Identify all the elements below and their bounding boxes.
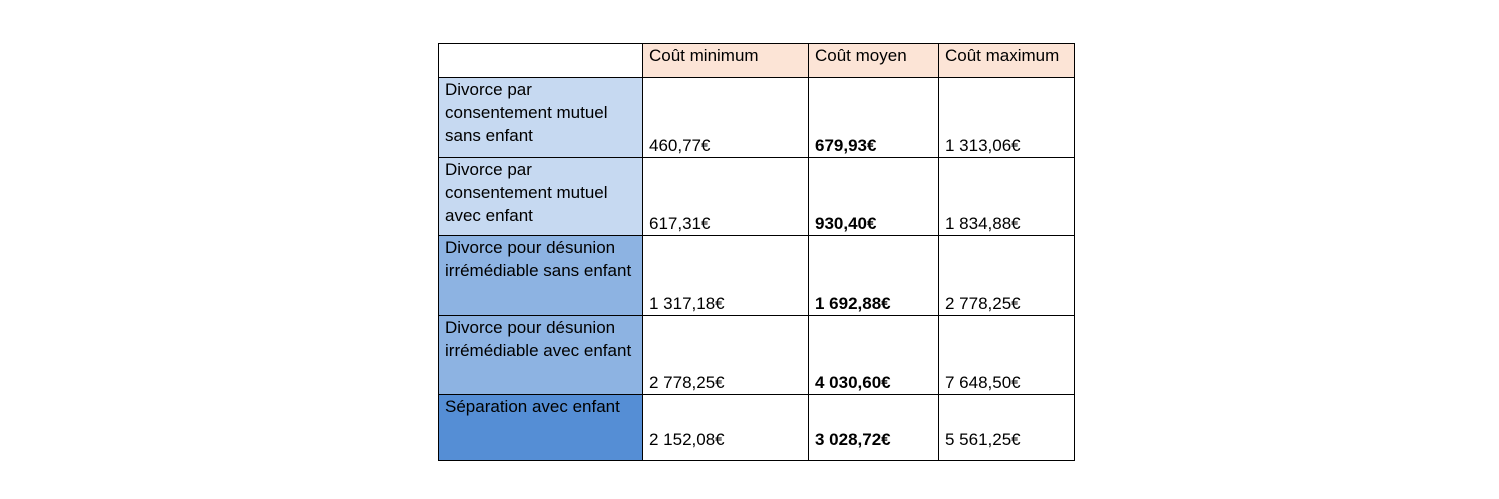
- max-cost-cell: 5 561,25€: [939, 395, 1075, 461]
- avg-cost-cell: 930,40€: [809, 158, 939, 236]
- header-cell-min: Coût minimum: [643, 44, 809, 78]
- table-row: [439, 158, 1075, 236]
- max-cost-cell: 2 778,25€: [939, 236, 1075, 316]
- min-cost-cell: 617,31€: [643, 158, 809, 236]
- row-label-cell: Divorce par consentement mutuel sans enfant: [439, 78, 643, 158]
- min-cost-cell: 460,77€: [643, 78, 809, 158]
- row-label-cell: Divorce pour désunion irrémédiable sans enfant: [439, 236, 643, 316]
- min-cost-cell: 1 317,18€: [643, 236, 809, 316]
- table-header-row: [439, 44, 1075, 78]
- max-cost-cell: 1 834,88€: [939, 158, 1075, 236]
- max-cost-cell: 7 648,50€: [939, 316, 1075, 395]
- avg-cost-cell: 1 692,88€: [809, 236, 939, 316]
- table-row: [439, 395, 1075, 461]
- cost-table: [438, 43, 1075, 461]
- avg-cost-cell: 679,93€: [809, 78, 939, 158]
- max-cost-cell: 1 313,06€: [939, 78, 1075, 158]
- table-row: [439, 236, 1075, 316]
- table-row: [439, 78, 1075, 158]
- header-cell-avg: Coût moyen: [809, 44, 939, 78]
- table-row: [439, 316, 1075, 395]
- row-label-cell: Divorce pour désunion irrémédiable avec enfant: [439, 316, 643, 395]
- row-label-cell: Séparation avec enfant: [439, 395, 643, 461]
- avg-cost-cell: 4 030,60€: [809, 316, 939, 395]
- row-label-cell: Divorce par consentement mutuel avec enfant: [439, 158, 643, 236]
- header-corner-cell: [439, 44, 643, 78]
- header-cell-max: Coût maximum: [939, 44, 1075, 78]
- avg-cost-cell: 3 028,72€: [809, 395, 939, 461]
- min-cost-cell: 2 778,25€: [643, 316, 809, 395]
- min-cost-cell: 2 152,08€: [643, 395, 809, 461]
